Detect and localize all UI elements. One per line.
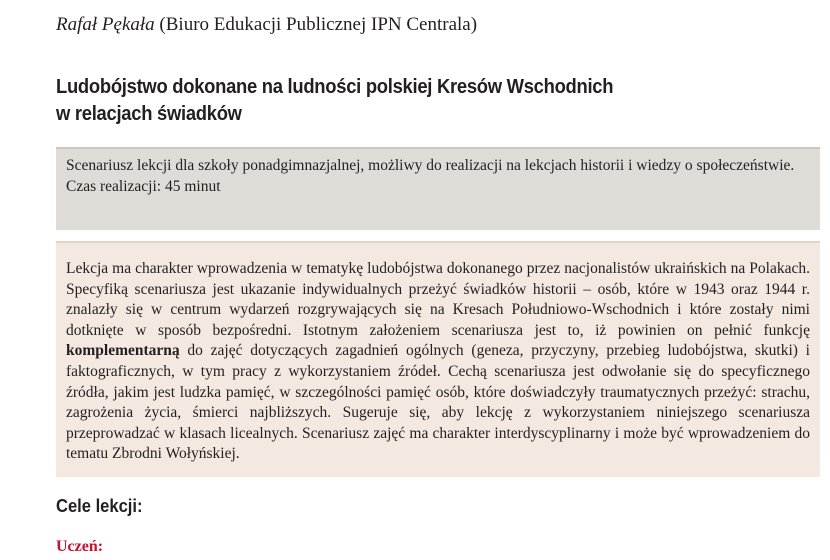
- author-line: [56, 12, 477, 38]
- author-name: Rafał Pękała: [56, 14, 155, 35]
- lesson-text-part-2: do zajęć dotyczących zagadnień ogólnych (geneza, przyczyny, przebieg ludobójstwa, skutki) i faktograficznych, w tym pracy z wykorzystaniem źródeł. Cechą scenariusza jest odwołanie się do specyficznego źródła, jakim jest ludzka pamięć, w szczególności pamięć osób, które doświadczyły traumatycznych przeżyć: strachu, zagrożenia życia, śmierci najbliższych. Sugeruje się, aby lekcję z wykorzystaniem niniejszego scenariusza przeprowadzać w klasach licealnych. Scenariusz zajęć ma charakter interdyscyplinarny i może być wprowadzeniem do tematu Zbrodni Wołyńskiej.: [66, 342, 810, 463]
- scenario-description: Scenariusz lekcji dla szkoły ponadgimnazjalnej, możliwy do realizacji na lekcjach historii i wiedzy o społeczeństwie.: [66, 157, 795, 174]
- lesson-text-part-1: Lekcja ma charakter wprowadzenia w tematykę ludobójstwa dokonanego przez nacjonalistów ukraińskich na Polakach. Specyfiką scenariusza jest ukazanie indywidualnych przeżyć świadków historii – osób, które w 1943 oraz 1944 r. znalazły się w centrum wydarzeń rozgrywających się na Kresach Południowo-Wschodnich i które zostały nimi dotknięte w sposób bezpośredni. Istotnym założeniem scenariusza jest to, iż powinien on pełnić funkcję: [66, 260, 810, 339]
- page-title: [56, 74, 737, 128]
- page-title-line-1: Ludobójstwo dokonane na ludności polskiej Kresów Wschodnich: [56, 76, 614, 98]
- author-affiliation: (Biuro Edukacji Publicznej IPN Centrala): [159, 14, 478, 35]
- page-title-line-2: w relacjach świadków: [56, 103, 242, 125]
- lesson-description-box: [56, 241, 820, 477]
- lesson-text-bold: komplementarną: [66, 342, 180, 360]
- scenario-info-box: [56, 147, 820, 230]
- student-label: Uczeń:: [56, 538, 104, 555]
- lesson-goals-heading: Cele lekcji:: [56, 496, 143, 516]
- lesson-description-paragraph: [66, 259, 810, 465]
- scenario-duration: Czas realizacji: 45 minut: [66, 178, 221, 195]
